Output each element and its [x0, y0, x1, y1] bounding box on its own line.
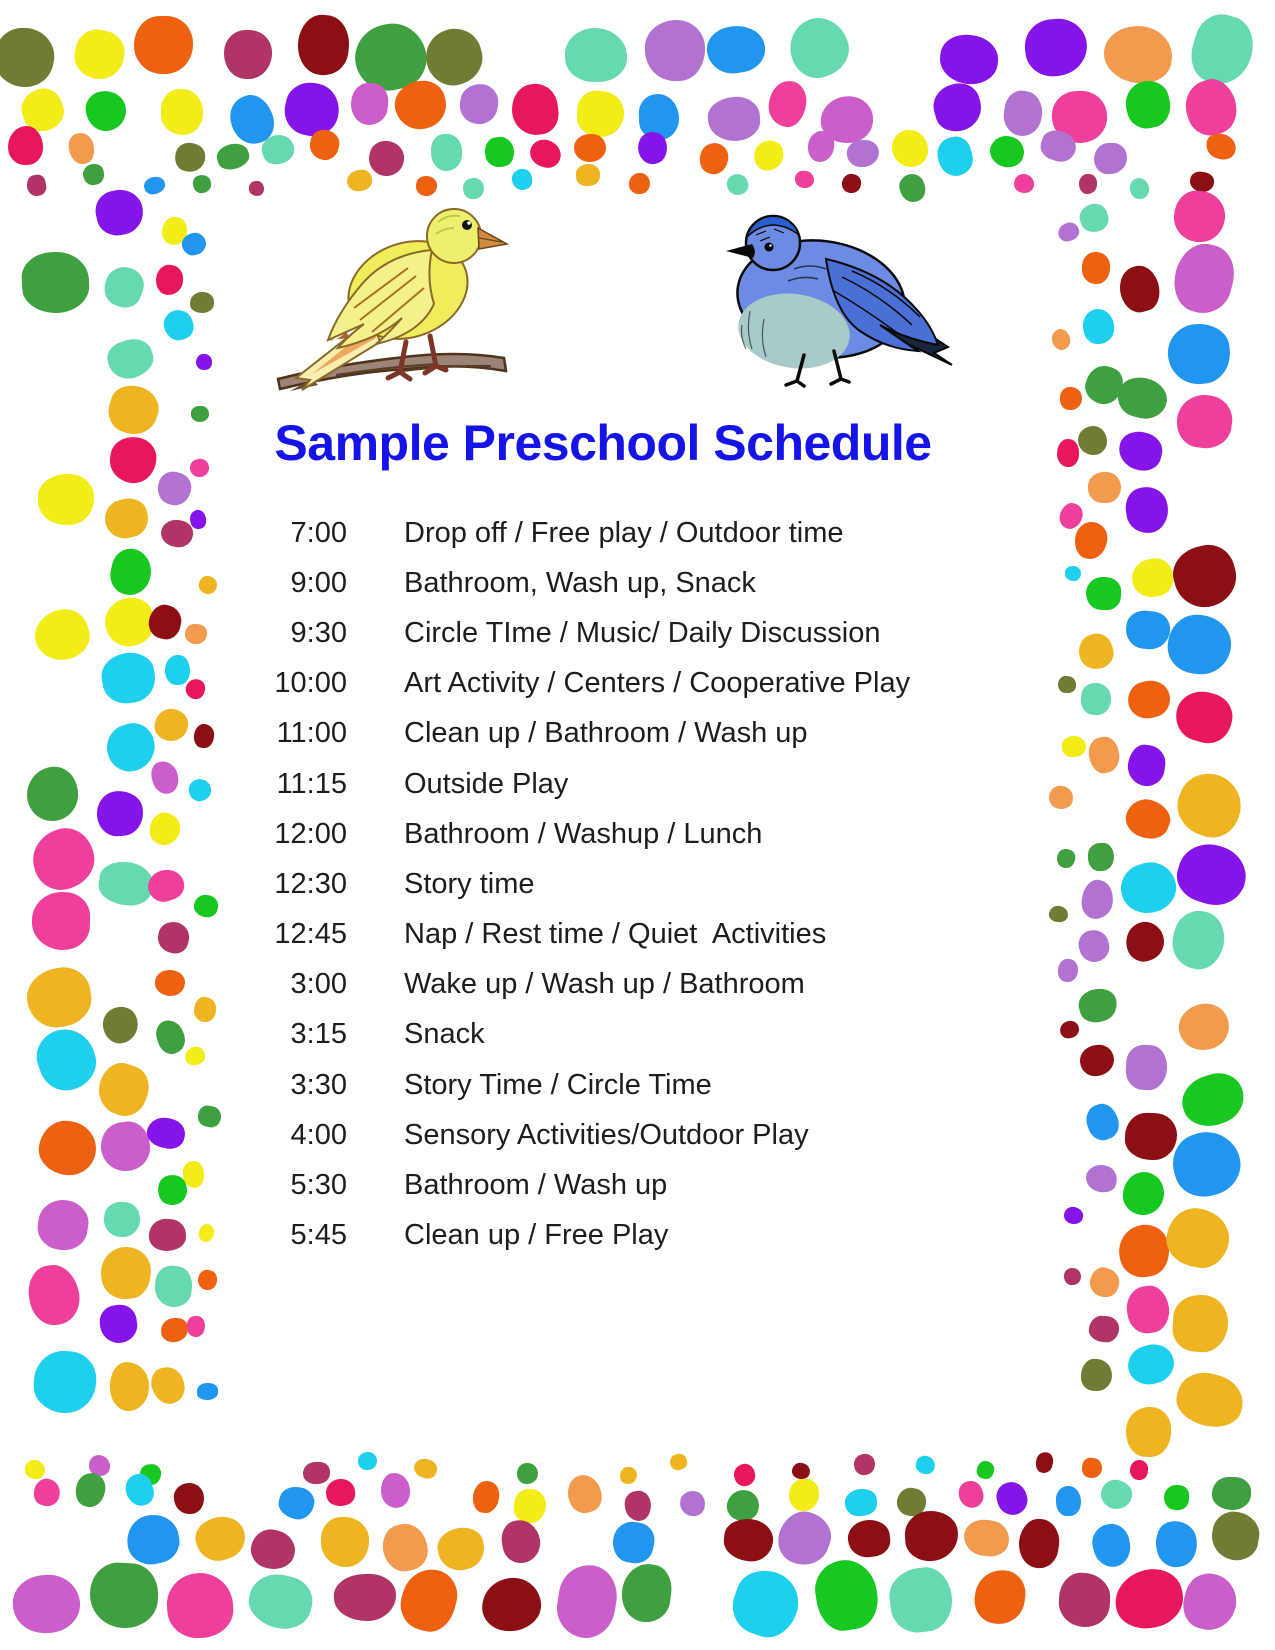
border-dot: [155, 468, 195, 508]
schedule-time: 5:30: [290, 1169, 347, 1202]
schedule-activity: Clean up / Free Play: [404, 1219, 669, 1252]
border-dot: [196, 1268, 219, 1292]
border-dot: [66, 131, 97, 166]
schedule-activity: Wake up / Wash up / Bathroom: [404, 968, 805, 1001]
schedule-time: 3:15: [290, 1018, 347, 1051]
border-dot: [1163, 1484, 1190, 1511]
border-dot: [563, 1471, 606, 1517]
border-dot: [1123, 484, 1172, 536]
schedule-time: 11:00: [276, 717, 347, 750]
border-dot: [697, 139, 732, 176]
border-dot: [618, 1561, 674, 1625]
border-dot: [811, 1555, 882, 1633]
border-dot: [71, 26, 128, 83]
border-dot: [333, 1574, 396, 1622]
border-dot: [138, 1463, 162, 1487]
border-dot: [457, 82, 500, 127]
border-dot: [308, 128, 342, 163]
border-dot: [1001, 89, 1045, 139]
border-dot: [818, 93, 876, 147]
border-dot: [153, 1264, 194, 1308]
border-dot: [0, 22, 59, 92]
border-dot: [724, 1487, 761, 1524]
border-dot: [88, 1454, 111, 1477]
border-dot: [1176, 1066, 1250, 1133]
border-dot: [431, 133, 463, 170]
border-dot: [1079, 306, 1117, 347]
schedule-time: 9:00: [290, 566, 347, 599]
schedule-activity: Clean up / Bathroom / Wash up: [404, 717, 808, 750]
border-dot: [986, 132, 1028, 172]
border-dot: [346, 168, 373, 192]
border-dot: [1115, 1221, 1172, 1280]
schedule-time: 7:00: [290, 516, 347, 549]
border-dot: [975, 1459, 996, 1480]
border-dot: [224, 90, 279, 150]
schedule-activity: Bathroom / Wash up: [404, 1169, 668, 1202]
border-dot: [165, 1571, 235, 1640]
border-dot: [1056, 220, 1081, 243]
border-dot: [1079, 1044, 1115, 1077]
schedule-activity: Snack: [404, 1018, 485, 1051]
schedule-row: [0, 608, 1050, 658]
border-dot: [186, 1315, 206, 1338]
border-dot: [725, 1562, 807, 1645]
border-dot: [1079, 681, 1112, 716]
blue-bird-illustration: [676, 207, 956, 389]
border-dot: [295, 12, 352, 77]
border-dot: [1212, 1477, 1251, 1509]
border-dot: [509, 81, 560, 137]
border-dot: [180, 231, 208, 257]
border-dot: [1077, 200, 1112, 235]
border-dot: [471, 1479, 500, 1514]
border-dot: [160, 214, 190, 246]
border-dot: [1086, 1264, 1123, 1301]
schedule-row: [0, 709, 1050, 759]
border-dot: [619, 1466, 637, 1484]
border-dot: [171, 139, 208, 176]
border-dot: [526, 136, 563, 171]
border-dot: [1081, 361, 1127, 408]
border-dot: [195, 354, 213, 372]
border-dot: [103, 380, 165, 441]
border-dot: [575, 90, 625, 140]
schedule-activity: Circle TIme / Music/ Daily Discussion: [404, 616, 881, 649]
border-dot: [1056, 438, 1079, 466]
border-dot: [928, 78, 986, 136]
border-dot: [840, 172, 863, 195]
border-dot: [107, 434, 159, 486]
border-dot: [1054, 847, 1077, 871]
border-dot: [933, 133, 975, 179]
border-dot: [122, 1471, 158, 1510]
border-dot: [24, 1261, 83, 1328]
border-dot: [1168, 906, 1229, 972]
border-dot: [280, 78, 345, 141]
border-dot: [1125, 1113, 1177, 1161]
border-dot: [847, 1518, 892, 1559]
border-dot: [511, 168, 534, 192]
border-dot: [16, 83, 68, 135]
schedule-row: [0, 1010, 1050, 1060]
schedule-activity: Outside Play: [404, 767, 569, 800]
border-dot: [1048, 905, 1069, 923]
border-dot: [247, 1526, 298, 1574]
border-dot: [1062, 1206, 1084, 1227]
border-dot: [420, 23, 489, 92]
border-dot: [1109, 1563, 1188, 1635]
border-dot: [147, 1363, 188, 1408]
border-dot: [794, 170, 814, 189]
border-dot: [1122, 77, 1176, 133]
border-dot: [1174, 391, 1235, 451]
border-dot: [83, 88, 128, 133]
border-dot: [1125, 1043, 1169, 1090]
border-dot: [1079, 878, 1115, 921]
border-dot: [32, 1349, 98, 1415]
border-dot: [26, 174, 48, 198]
border-dot: [1124, 609, 1172, 652]
border-dot: [1172, 1367, 1248, 1433]
border-dot: [886, 1564, 956, 1635]
border-dot: [1114, 855, 1182, 920]
schedule-activity: Bathroom, Wash up, Snack: [404, 566, 756, 599]
schedule-activity: Sensory Activities/Outdoor Play: [404, 1118, 809, 1151]
border-dot: [1055, 1485, 1081, 1516]
border-dot: [1086, 735, 1121, 775]
border-dot: [1034, 1450, 1056, 1474]
border-dot: [1162, 1203, 1235, 1273]
schedule-time: 12:30: [274, 867, 347, 900]
border-dot: [564, 27, 627, 83]
border-dot: [395, 1563, 464, 1637]
border-dot: [1082, 1100, 1123, 1144]
border-dot: [1128, 177, 1151, 201]
border-dot: [92, 186, 147, 240]
border-dot: [552, 1560, 621, 1641]
border-dot: [1173, 997, 1235, 1057]
border-dot: [1122, 1171, 1165, 1216]
border-dot: [349, 82, 390, 127]
border-dot: [1075, 630, 1116, 672]
border-dot: [173, 1482, 205, 1515]
border-dot: [574, 133, 607, 162]
schedule-time: 3:00: [290, 968, 347, 1001]
border-dot: [1022, 16, 1090, 79]
border-dot: [1125, 1407, 1171, 1458]
border-dot: [1083, 1162, 1120, 1196]
border-dot: [191, 1510, 252, 1567]
border-dot: [160, 1316, 190, 1343]
border-dot: [1016, 1516, 1062, 1570]
border-dot: [1078, 426, 1107, 455]
border-dot: [30, 1476, 63, 1510]
border-dot: [1203, 131, 1238, 163]
border-dot: [962, 1517, 1010, 1557]
border-dot: [639, 93, 681, 141]
border-dot: [142, 174, 167, 196]
beak: [726, 244, 755, 258]
schedule-row: [0, 1160, 1050, 1210]
border-dot: [1060, 386, 1083, 410]
border-dot: [1081, 251, 1110, 284]
border-dot: [1171, 686, 1239, 750]
border-dot: [806, 129, 836, 163]
eye: [462, 220, 472, 230]
border-dot: [356, 1451, 377, 1472]
border-dot: [1088, 471, 1122, 503]
border-dot: [7, 125, 43, 165]
schedule-row: [0, 809, 1050, 859]
border-dot: [512, 1487, 548, 1525]
border-dot: [188, 457, 211, 479]
border-dot: [1179, 73, 1243, 140]
border-dot: [782, 11, 856, 85]
schedule-row: [0, 558, 1050, 608]
border-dot: [904, 1510, 960, 1563]
border-dot: [349, 16, 433, 96]
border-dot: [324, 1476, 357, 1507]
border-dot: [892, 130, 929, 168]
border-dot: [1167, 237, 1241, 319]
border-dot: [1037, 126, 1080, 166]
schedule-row: [0, 859, 1050, 909]
border-dot: [645, 20, 706, 81]
border-dot: [20, 251, 90, 316]
border-dot: [122, 1510, 183, 1569]
schedule-time: 10:00: [274, 667, 347, 700]
border-dot: [937, 32, 1000, 87]
border-dot: [25, 1459, 46, 1479]
border-dot: [214, 140, 252, 173]
border-dot: [321, 1517, 369, 1568]
border-dot: [1058, 1572, 1112, 1629]
schedule-row: [0, 960, 1050, 1010]
border-dot: [1089, 1520, 1134, 1570]
border-dot: [1050, 89, 1108, 144]
border-dot: [1126, 743, 1168, 788]
border-dot: [100, 261, 149, 311]
border-dot: [104, 334, 158, 384]
border-dot: [516, 1462, 539, 1484]
border-dot: [1171, 837, 1253, 913]
border-dot: [1165, 611, 1233, 676]
border-dot: [1171, 1293, 1229, 1354]
border-dot: [971, 1567, 1028, 1627]
border-dot: [1124, 677, 1173, 722]
border-dot: [1072, 520, 1110, 562]
border-dot: [1178, 1568, 1243, 1636]
border-dot: [852, 1452, 877, 1476]
schedule-row: [0, 508, 1050, 558]
border-dot: [1093, 142, 1128, 175]
border-dot: [482, 135, 515, 169]
border-dot: [628, 172, 650, 194]
border-dot: [499, 1517, 543, 1565]
border-dot: [1088, 1314, 1120, 1343]
eye: [765, 243, 774, 252]
border-dot: [678, 1489, 707, 1518]
border-dot: [1121, 917, 1168, 965]
border-dot: [1152, 1518, 1201, 1571]
border-dot: [98, 1302, 140, 1344]
border-dot: [1115, 262, 1165, 317]
border-dot: [276, 1484, 317, 1523]
yellow-bird-illustration: [276, 192, 510, 398]
border-dot: [1189, 171, 1216, 194]
border-dot: [480, 1576, 543, 1633]
border-dot: [1057, 1019, 1080, 1041]
schedule-activity: Art Activity / Centers / Cooperative Play: [404, 667, 911, 700]
border-dot: [258, 131, 298, 168]
border-dot: [1101, 22, 1174, 86]
border-dot: [575, 163, 601, 187]
schedule-activity: Story Time / Circle Time: [404, 1068, 712, 1101]
border-dot: [722, 1516, 775, 1563]
border-dot: [1081, 1456, 1104, 1479]
border-dot: [623, 1489, 652, 1522]
border-dot: [81, 163, 105, 187]
border-dot: [1063, 1267, 1081, 1286]
border-dot: [1056, 500, 1085, 532]
schedule-row: [0, 1060, 1050, 1110]
border-dot: [435, 1524, 488, 1574]
schedule-row: [0, 659, 1050, 709]
border-dot: [1173, 190, 1227, 244]
schedule-time: 9:30: [290, 616, 347, 649]
border-dot: [1075, 984, 1120, 1026]
border-dot: [1123, 1339, 1178, 1389]
schedule-time: 12:00: [274, 817, 347, 850]
page-title: Sample Preschool Schedule: [274, 415, 932, 471]
border-dot: [1165, 1123, 1249, 1205]
border-dot: [1075, 926, 1112, 965]
border-dot: [1086, 576, 1122, 611]
border-dot: [725, 172, 751, 198]
schedule-row: [0, 910, 1050, 960]
schedule-row: [0, 1110, 1050, 1160]
border-dot: [1128, 1459, 1148, 1481]
border-dot: [191, 406, 209, 422]
border-dot: [197, 1383, 219, 1400]
border-dot: [154, 264, 185, 297]
schedule-time: 12:45: [274, 918, 347, 951]
border-dot: [1050, 328, 1072, 352]
border-dot: [189, 292, 214, 313]
border-dot: [302, 1461, 330, 1485]
border-dot: [378, 1520, 432, 1576]
border-dot: [895, 1485, 930, 1519]
border-dot: [704, 22, 768, 77]
border-dot: [1166, 321, 1233, 386]
border-dot: [1167, 539, 1243, 614]
border-dot: [1129, 555, 1176, 600]
border-dot: [1061, 735, 1086, 758]
border-dot: [844, 1488, 878, 1518]
border-dot: [750, 137, 787, 174]
schedule-row: [0, 1211, 1050, 1261]
border-dot: [1087, 843, 1113, 872]
schedule-time: 4:00: [290, 1118, 347, 1151]
schedule-time: 11:15: [276, 767, 347, 800]
schedule-time: 3:30: [290, 1068, 347, 1101]
border-dot: [88, 1561, 159, 1630]
border-dot: [1047, 784, 1075, 811]
border-dot: [610, 1519, 658, 1567]
border-dot: [365, 137, 407, 179]
border-dot: [731, 1461, 758, 1488]
border-dot: [223, 30, 272, 80]
border-dot: [1065, 566, 1081, 581]
schedule-activity: Story time: [404, 867, 535, 900]
border-dot: [248, 181, 265, 198]
border-dot: [914, 1454, 937, 1477]
border-dot: [379, 1471, 412, 1509]
border-dot: [109, 1361, 150, 1412]
schedule-row: [0, 759, 1050, 809]
border-dot: [1124, 1283, 1173, 1336]
border-dot: [1115, 428, 1165, 474]
border-dot: [390, 75, 451, 134]
border-dot: [1209, 1509, 1263, 1564]
border-dot: [1080, 1359, 1112, 1393]
border-dot: [669, 1453, 689, 1472]
border-dot: [160, 89, 202, 135]
border-dot: [706, 95, 761, 142]
border-dot: [244, 1568, 318, 1635]
border-dot: [772, 1505, 838, 1572]
border-dot: [896, 171, 929, 206]
border-dot: [955, 1478, 987, 1511]
schedule-list: [0, 508, 1050, 1261]
border-dot: [789, 1478, 819, 1511]
border-dot: [845, 139, 880, 170]
border-dot: [191, 173, 213, 195]
schedule-activity: Drop off / Free play / Outdoor time: [404, 516, 844, 549]
border-dot: [72, 1471, 108, 1510]
border-dot: [1169, 765, 1249, 845]
border-dot: [993, 1479, 1031, 1519]
border-dot: [1013, 173, 1034, 193]
border-dot: [1057, 958, 1080, 983]
border-dot: [1114, 373, 1171, 424]
border-dot: [790, 1461, 812, 1481]
schedule-activity: Bathroom / Washup / Lunch: [404, 817, 763, 850]
border-dot: [1057, 675, 1076, 693]
schedule-time: 5:45: [290, 1219, 347, 1252]
border-dot: [134, 15, 193, 74]
border-dot: [1078, 174, 1097, 194]
border-dot: [11, 1574, 81, 1635]
border-dot: [767, 79, 809, 129]
border-dot: [160, 306, 197, 343]
border-dot: [1184, 8, 1261, 91]
border-dot: [1121, 794, 1175, 844]
border-dot: [635, 130, 670, 167]
schedule-activity: Nap / Rest time / Quiet Activities: [404, 918, 827, 951]
border-dot: [412, 1456, 440, 1481]
border-dot: [1098, 1476, 1135, 1511]
